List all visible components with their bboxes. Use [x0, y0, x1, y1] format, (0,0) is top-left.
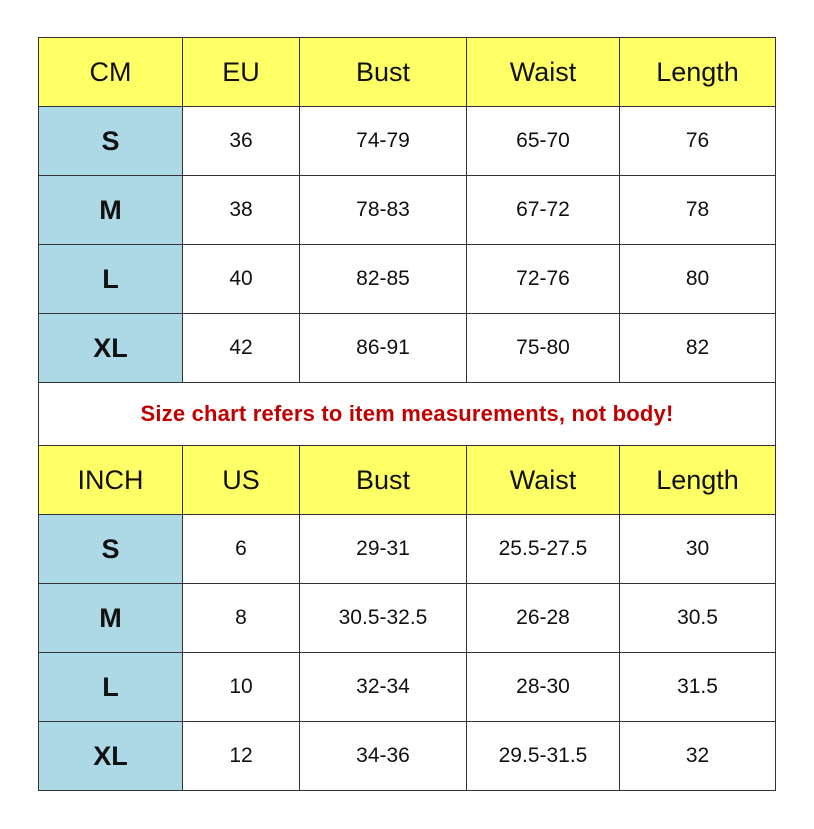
region-size-cell: 36	[183, 107, 300, 176]
table-row	[39, 653, 776, 722]
bust-cell: 32-34	[300, 653, 467, 722]
bust-cell: 86-91	[300, 314, 467, 383]
region-size-cell: 42	[183, 314, 300, 383]
bust-cell: 82-85	[300, 245, 467, 314]
header-cell-unit: INCH	[39, 446, 183, 515]
waist-cell: 67-72	[467, 176, 620, 245]
region-size-cell: 10	[183, 653, 300, 722]
inch-header-row	[39, 446, 776, 515]
table-row	[39, 722, 776, 791]
size-cell: L	[39, 653, 183, 722]
length-cell: 30	[620, 515, 776, 584]
region-size-cell: 38	[183, 176, 300, 245]
length-cell: 30.5	[620, 584, 776, 653]
header-cell-length: Length	[620, 446, 776, 515]
note-row	[39, 383, 776, 446]
header-cell-waist: Waist	[467, 446, 620, 515]
bust-cell: 30.5-32.5	[300, 584, 467, 653]
waist-cell: 28-30	[467, 653, 620, 722]
header-cell-bust: Bust	[300, 446, 467, 515]
waist-cell: 65-70	[467, 107, 620, 176]
size-cell: M	[39, 176, 183, 245]
bust-cell: 34-36	[300, 722, 467, 791]
size-cell: M	[39, 584, 183, 653]
length-cell: 31.5	[620, 653, 776, 722]
table-row	[39, 107, 776, 176]
header-cell-waist: Waist	[467, 38, 620, 107]
bust-cell: 29-31	[300, 515, 467, 584]
header-cell-region: EU	[183, 38, 300, 107]
length-cell: 82	[620, 314, 776, 383]
cm-header-row	[39, 38, 776, 107]
waist-cell: 72-76	[467, 245, 620, 314]
waist-cell: 26-28	[467, 584, 620, 653]
size-chart-table	[38, 37, 776, 791]
size-cell: L	[39, 245, 183, 314]
length-cell: 76	[620, 107, 776, 176]
waist-cell: 75-80	[467, 314, 620, 383]
length-cell: 78	[620, 176, 776, 245]
header-cell-bust: Bust	[300, 38, 467, 107]
region-size-cell: 6	[183, 515, 300, 584]
length-cell: 80	[620, 245, 776, 314]
header-cell-region: US	[183, 446, 300, 515]
header-cell-length: Length	[620, 38, 776, 107]
length-cell: 32	[620, 722, 776, 791]
region-size-cell: 40	[183, 245, 300, 314]
bust-cell: 74-79	[300, 107, 467, 176]
table-row	[39, 176, 776, 245]
table-row	[39, 515, 776, 584]
size-cell: S	[39, 515, 183, 584]
header-cell-unit: CM	[39, 38, 183, 107]
table-row	[39, 245, 776, 314]
table-row	[39, 314, 776, 383]
size-cell: XL	[39, 314, 183, 383]
table-row	[39, 584, 776, 653]
size-cell: S	[39, 107, 183, 176]
waist-cell: 25.5-27.5	[467, 515, 620, 584]
bust-cell: 78-83	[300, 176, 467, 245]
waist-cell: 29.5-31.5	[467, 722, 620, 791]
size-cell: XL	[39, 722, 183, 791]
region-size-cell: 8	[183, 584, 300, 653]
measurement-note: Size chart refers to item measurements, not body!	[39, 383, 776, 446]
region-size-cell: 12	[183, 722, 300, 791]
